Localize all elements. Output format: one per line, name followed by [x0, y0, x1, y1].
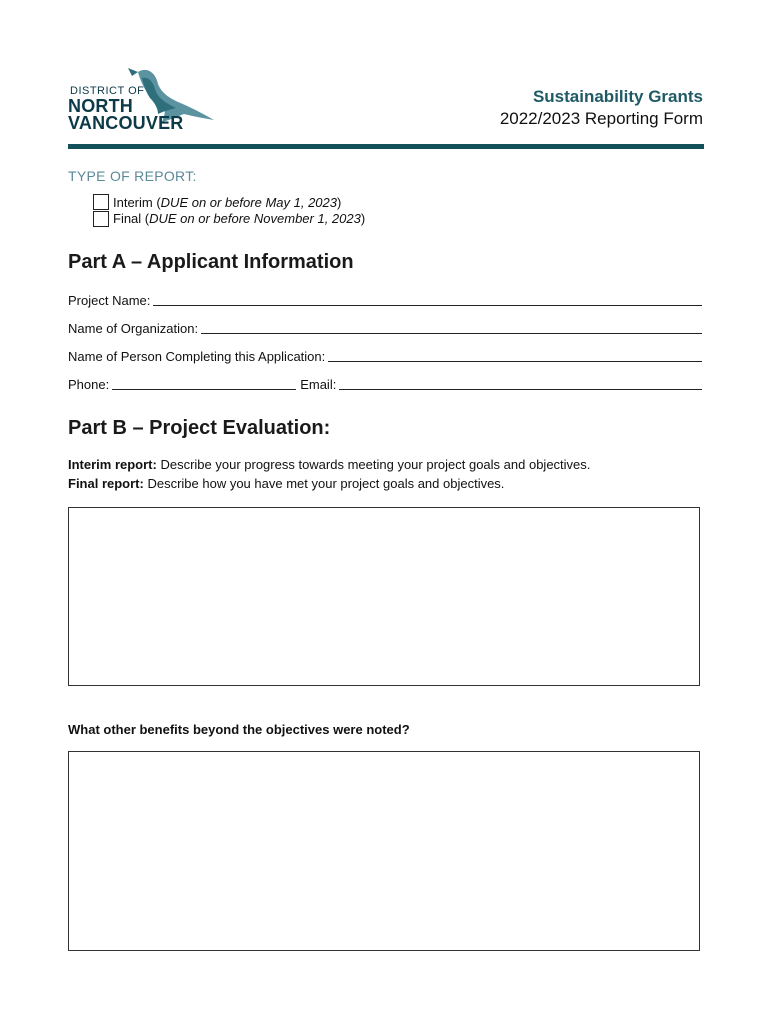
form-subtitle: 2022/2023 Reporting Form — [499, 109, 703, 128]
project-name-label: Project Name: — [68, 293, 151, 308]
part-a-heading: Part A – Applicant Information — [68, 251, 354, 273]
interim-checkbox[interactable] — [93, 194, 109, 210]
organization-label: Name of Organization: — [68, 321, 199, 336]
organization-input[interactable] — [201, 321, 702, 334]
logo-district-of: DISTRICT OF — [70, 85, 145, 97]
project-name-field — [68, 290, 702, 308]
other-benefits-question: What other benefits beyond the objectives were noted? — [68, 722, 410, 737]
final-checkbox[interactable] — [93, 211, 109, 227]
phone-label: Phone: — [68, 377, 110, 392]
person-input[interactable] — [328, 349, 702, 362]
part-b-heading: Part B – Project Evaluation: — [68, 417, 331, 439]
organization-field — [68, 318, 702, 336]
header-divider — [68, 144, 704, 149]
project-name-input[interactable] — [153, 293, 702, 306]
form-title: Sustainability Grants — [532, 87, 703, 106]
other-benefits-textarea[interactable] — [68, 751, 700, 951]
interim-option-label: Interim (DUE on or before May 1, 2023) — [113, 195, 342, 210]
logo-north: NORTH — [68, 96, 133, 116]
final-instruction: Final report: Describe how you have met your project goals and objectives. — [68, 476, 505, 491]
contact-field — [68, 374, 702, 392]
final-option-label: Final (DUE on or before November 1, 2023) — [113, 211, 366, 226]
interim-instruction: Interim report: Describe your progress towards meeting your project goals and objectives. — [68, 457, 591, 472]
email-input[interactable] — [339, 377, 702, 390]
logo-vancouver: VANCOUVER — [68, 113, 184, 133]
phone-input[interactable] — [112, 377, 296, 390]
person-label: Name of Person Completing this Application: — [68, 349, 326, 364]
type-of-report-label: TYPE OF REPORT: — [68, 168, 197, 184]
evaluation-textarea[interactable] — [68, 507, 700, 686]
email-label: Email: — [300, 377, 337, 392]
person-field — [68, 346, 702, 364]
